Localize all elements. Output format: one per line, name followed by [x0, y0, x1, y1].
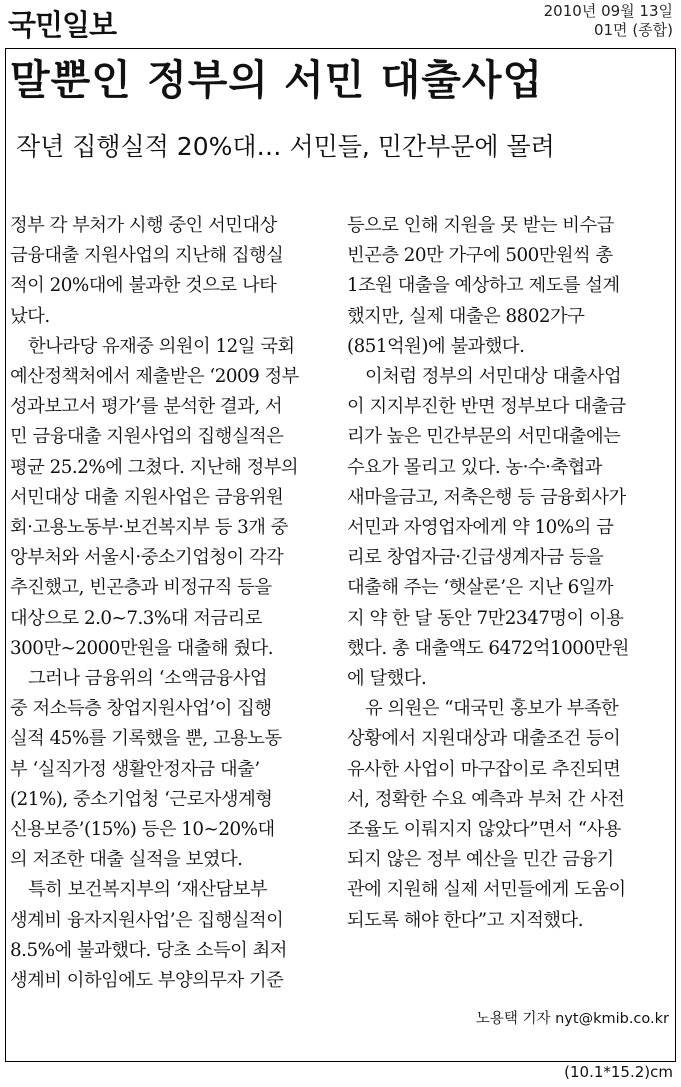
- body-line: 생계비 이하임에도 부양의무자 기준: [10, 970, 284, 992]
- article-column-2: [347, 211, 669, 936]
- newspaper-logo: 국민일보: [8, 8, 117, 42]
- page-section: 01면 (종합): [593, 21, 673, 39]
- body-line: 평균 25.2%에 그쳤다. 지난해 정부의: [10, 456, 299, 478]
- article-column-1: [10, 211, 332, 996]
- body-line: 서, 정확한 수요 예측과 부처 간 사전: [347, 788, 625, 810]
- body-line: 되지 않은 정부 예산을 민간 금융기: [347, 849, 614, 871]
- body-line: 상황에서 지원대상과 대출조건 등이: [347, 728, 621, 750]
- body-line: 서민과 자영업자에게 약 10%의 금: [347, 517, 614, 539]
- body-line: 앙부처와 서울시·중소기업청이 각각: [10, 547, 284, 569]
- publication-date: 2010년 09월 13일: [543, 2, 673, 20]
- body-line: 새마을금고, 저축은행 등 금융회사가: [347, 486, 626, 508]
- body-line: 서민대상 대출 지원사업은 금융위원: [10, 486, 284, 508]
- body-line: 유 의원은 “대국민 홍보가 부족한: [365, 698, 619, 720]
- body-line: 대출해 주는 ‘햇살론’은 지난 6일까: [347, 577, 614, 599]
- reporter-byline: 노용택 기자 nyt@kmib.co.kr: [475, 1011, 669, 1027]
- body-line: 실적 45%를 기록했을 뿐, 고용노동: [10, 728, 282, 750]
- body-line: 등으로 인해 지원을 못 받는 비수급: [347, 215, 614, 236]
- body-line: 예산정책처에서 제출받은 ‘2009 정부: [10, 366, 299, 388]
- body-line: 의 저조한 대출 실적을 보였다.: [10, 849, 243, 871]
- body-line: 금융대출 지원사업의 지난해 집행실: [10, 245, 284, 267]
- body-line: 에 달했다.: [347, 668, 427, 690]
- body-line: 특히 보건복지부의 ‘재산담보부: [28, 879, 268, 901]
- body-line: 추진했고, 빈곤층과 비정규직 등을: [10, 577, 272, 599]
- body-line: 성과보고서 평가’를 분석한 결과, 서: [10, 396, 283, 418]
- masthead: [0, 0, 681, 46]
- body-line: 대상으로 2.0∼7.3%대 저금리로: [10, 607, 262, 629]
- headline: 말뿐인 정부의 서민 대출사업: [10, 56, 544, 104]
- body-line: 했지만, 실제 대출은 8802가구: [347, 305, 585, 327]
- body-line: 1조원 대출을 예상하고 제도를 설계: [347, 275, 620, 297]
- body-line: (851억원)에 불과했다.: [347, 335, 525, 357]
- body-line: 그러나 금융위의 ‘소액금융사업: [28, 668, 268, 690]
- body-line: 유사한 사업이 마구잡이로 추진되면: [347, 758, 621, 780]
- body-line: 회·고용노동부·보건복지부 등 3개 중: [10, 517, 288, 539]
- body-line: 정부 각 부처가 시행 중인 서민대상: [10, 215, 277, 236]
- body-line: 8.5%에 불과했다. 당초 소득이 최저: [10, 939, 287, 961]
- body-line: 되도록 해야 한다”고 지적했다.: [347, 909, 584, 931]
- dateline: [544, 2, 673, 40]
- body-line: 리로 창업자금·긴급생계자금 등을: [347, 547, 604, 569]
- body-line: 했다. 총 대출액도 6472억1000만원: [347, 637, 629, 659]
- body-line: 리가 높은 민간부문의 서민대출에는: [347, 426, 621, 448]
- body-line: 생계비 융자지원사업’은 집행실적이: [10, 909, 284, 931]
- body-line: 관에 지원해 실제 서민들에게 도움이: [347, 879, 626, 901]
- body-line: 빈곤층 20만 가구에 500만원씩 총: [347, 245, 613, 267]
- clip-size-note: (10.1*15.2)cm: [564, 1063, 673, 1081]
- body-line: 이 지지부진한 반면 정부보다 대출금: [347, 396, 626, 418]
- body-line: 300만∼2000만원을 대출해 줬다.: [10, 637, 274, 659]
- body-line: 중 저소득층 창업지원사업’이 집행: [10, 698, 272, 720]
- body-line: 민 금융대출 지원사업의 집행실적은: [10, 426, 284, 448]
- body-line: 한나라당 유재중 의원이 12일 국회: [28, 335, 295, 357]
- subheadline: 작년 집행실적 20%대… 서민들, 민간부문에 몰려: [16, 132, 555, 161]
- body-line: 부 ‘실직가정 생활안정자금 대출’: [10, 758, 260, 780]
- body-line: 신용보증’(15%) 등은 10∼20%대: [10, 819, 275, 841]
- body-line: 수요가 몰리고 있다. 농·수·축협과: [347, 456, 602, 478]
- body-line: 이처럼 정부의 서민대상 대출사업: [365, 366, 622, 388]
- body-line: (21%), 중소기업청 ‘근로자생계형: [10, 788, 273, 810]
- body-line: 지 약 한 달 동안 7만2347명이 이용: [347, 607, 624, 629]
- body-line: 조율도 이뤄지지 않았다”면서 “사용: [347, 819, 621, 841]
- body-line: 났다.: [10, 305, 50, 327]
- body-line: 적이 20%대에 불과한 것으로 나타: [10, 275, 277, 297]
